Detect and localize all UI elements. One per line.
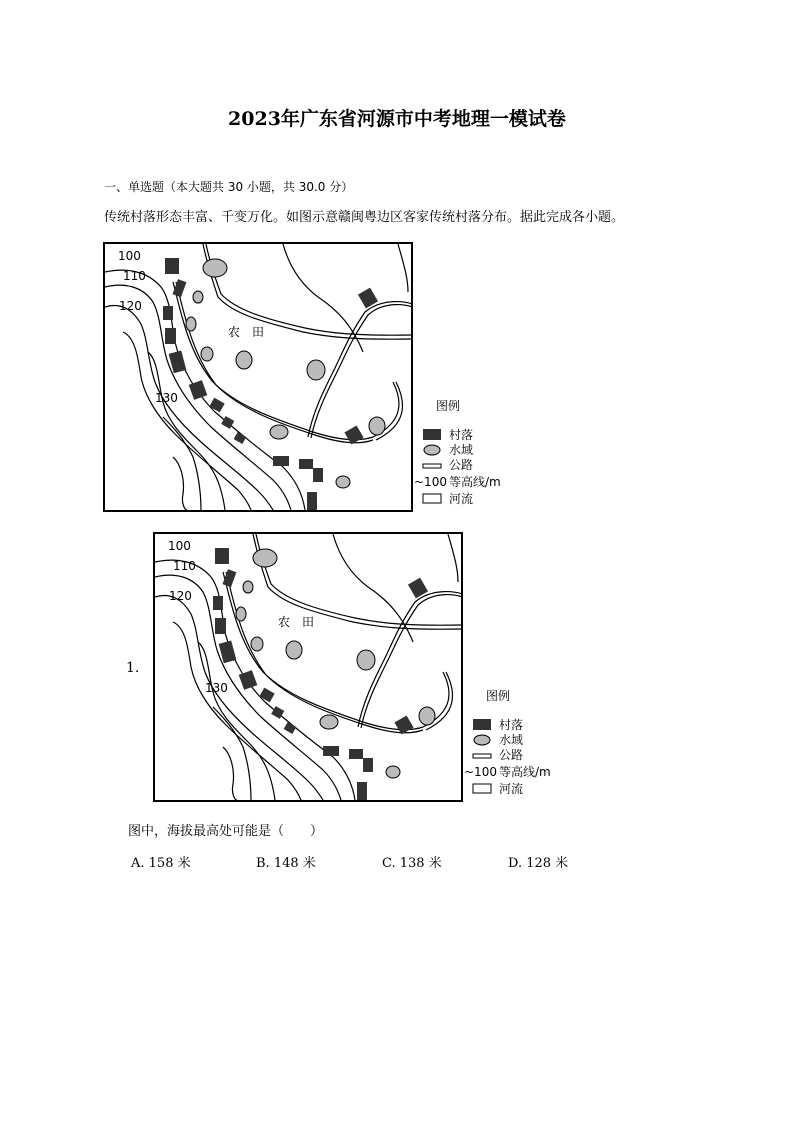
legend-water-label: 水域 — [499, 733, 524, 747]
farmland-label: 农 田 — [278, 615, 315, 629]
water-body — [201, 347, 213, 361]
legend-water-swatch — [424, 445, 440, 455]
contour-label: 110 — [123, 269, 146, 283]
page-title: 2023年广东省河源市中考地理一模试卷 — [228, 108, 566, 130]
legend-contour-prefix: ~100 — [414, 475, 447, 489]
contour-label: 110 — [173, 559, 196, 573]
legend-road-label: 公路 — [449, 458, 474, 472]
village-marker — [165, 258, 179, 274]
map-frame — [104, 243, 412, 511]
legend-title: 图例 — [486, 689, 511, 703]
village-marker — [323, 746, 339, 756]
water-body — [203, 259, 227, 277]
village-marker — [215, 548, 229, 564]
water-body — [419, 707, 435, 725]
village-marker — [273, 456, 289, 466]
option-d[interactable]: D. 128 米 — [508, 856, 569, 871]
village-marker — [163, 306, 173, 320]
option-b[interactable]: B. 148 米 — [256, 856, 316, 871]
village-marker — [313, 468, 323, 482]
contour-label: 100 — [118, 249, 141, 263]
option-a[interactable]: A. 158 米 — [131, 856, 191, 871]
legend-road-swatch — [473, 754, 491, 758]
village-marker — [165, 328, 176, 344]
legend-village-swatch — [473, 719, 491, 730]
water-body — [193, 291, 203, 303]
water-body — [270, 425, 288, 439]
legend-contour-prefix: ~100 — [464, 765, 497, 779]
legend-river-label: 河流 — [499, 782, 524, 796]
village-map-figure — [103, 242, 513, 518]
village-marker — [299, 459, 313, 469]
contour-label: 130 — [205, 681, 228, 695]
legend-village-label: 村落 — [499, 718, 524, 732]
water-body — [336, 476, 350, 488]
village-map-figure-2 — [152, 532, 564, 808]
water-body — [236, 351, 252, 369]
legend-title: 图例 — [436, 399, 461, 413]
contour-label: 120 — [169, 589, 192, 603]
water-body — [307, 360, 325, 380]
question-number: 1. — [126, 660, 140, 676]
village-marker — [307, 492, 317, 510]
water-body — [320, 715, 338, 729]
water-body — [253, 549, 277, 567]
village-marker — [357, 782, 367, 800]
option-c[interactable]: C. 138 米 — [382, 856, 442, 871]
village-marker — [349, 749, 363, 759]
village-marker — [363, 758, 373, 772]
village-map-svg-2 — [152, 532, 564, 804]
legend-contour-label: 等高线/m — [449, 475, 501, 489]
legend-river-swatch — [423, 494, 441, 503]
village-marker — [215, 618, 226, 634]
village-map-svg — [103, 242, 513, 514]
question-intro: 传统村落形态丰富、千变万化。如图示意赣闽粤边区客家传统村落分布。据此完成各小题。 — [104, 210, 625, 225]
map-frame — [154, 533, 462, 801]
question-stem: 图中，海拔最高处可能是（ ） — [128, 824, 324, 839]
contour-label: 130 — [155, 391, 178, 405]
legend-village-swatch — [423, 429, 441, 440]
water-body — [186, 317, 196, 331]
legend-road-label: 公路 — [499, 748, 524, 762]
water-body — [357, 650, 375, 670]
legend-contour-label: 等高线/m — [499, 765, 551, 779]
legend-water-swatch — [474, 735, 490, 745]
water-body — [369, 417, 385, 435]
contour-label: 100 — [168, 539, 191, 553]
section-heading: 一、单选题（本大题共 30 小题，共 30.0 分） — [104, 180, 354, 194]
water-body — [243, 581, 253, 593]
legend-water-label: 水域 — [449, 443, 474, 457]
water-body — [386, 766, 400, 778]
legend-river-label: 河流 — [449, 492, 474, 506]
water-body — [236, 607, 246, 621]
contour-label: 120 — [119, 299, 142, 313]
legend-village-label: 村落 — [449, 428, 474, 442]
farmland-label: 农 田 — [228, 325, 265, 339]
legend-road-swatch — [423, 464, 441, 468]
water-body — [251, 637, 263, 651]
village-marker — [213, 596, 223, 610]
water-body — [286, 641, 302, 659]
legend-river-swatch — [473, 784, 491, 793]
